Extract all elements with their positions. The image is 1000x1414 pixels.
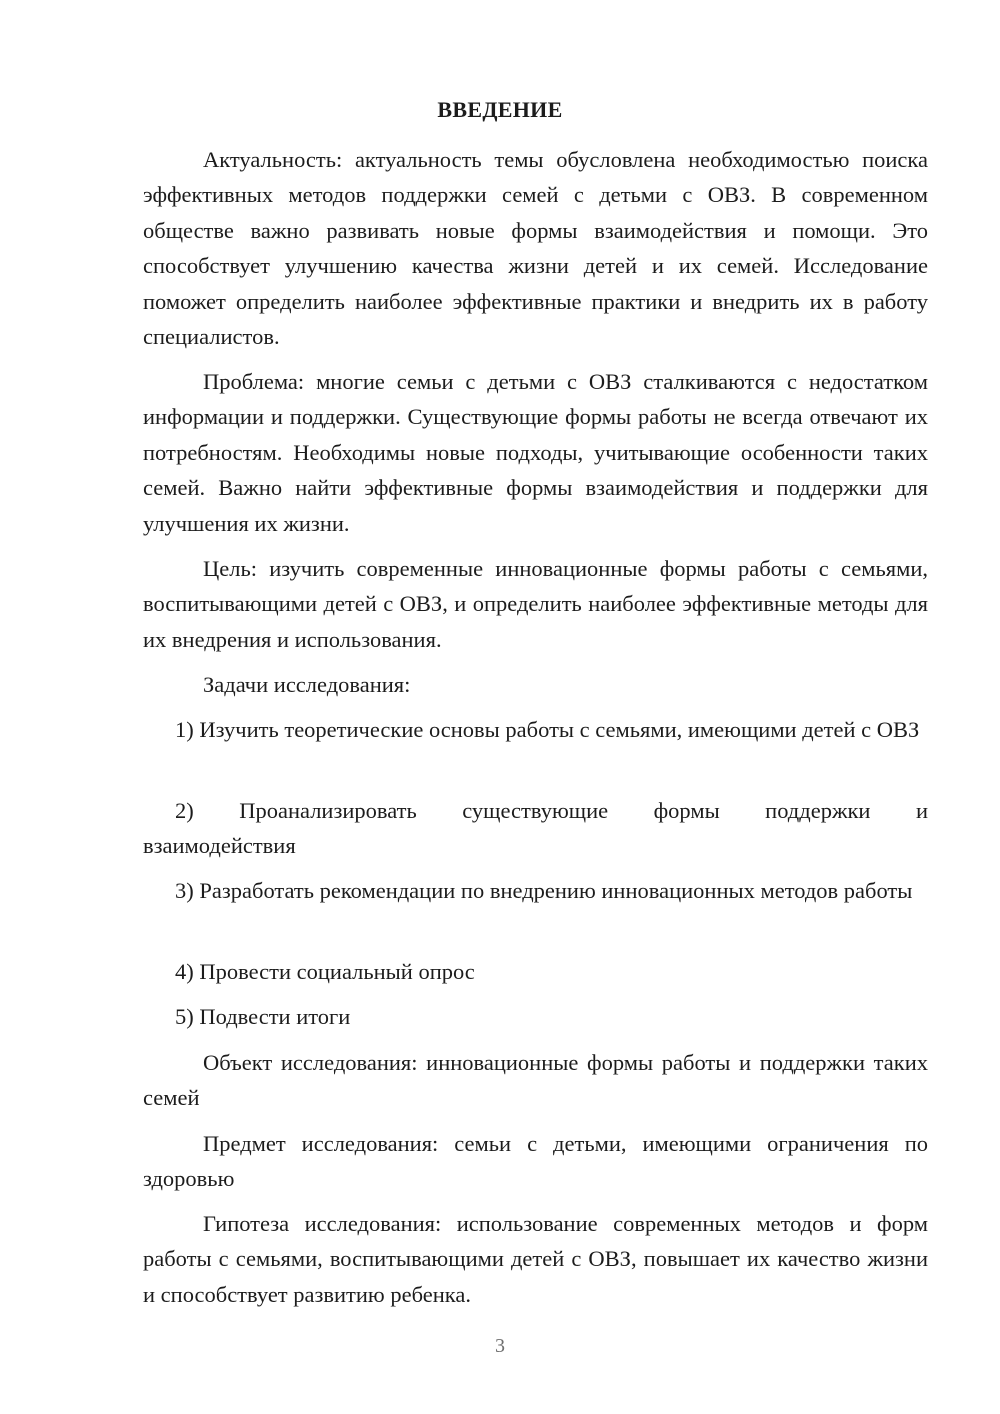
task-item xyxy=(143,793,928,864)
page-title: ВВЕДЕНИЕ xyxy=(437,97,563,122)
tasks-heading: Задачи исследования: xyxy=(203,672,411,697)
paragraph-subject: Предмет исследования: семьи с детьми, имеющими ограничения по здоровью xyxy=(143,1131,928,1192)
task-item: 1) Изучить теоретические основы работы с семьями, имеющими детей с ОВЗ xyxy=(175,717,920,742)
task-item-line: 2) Проанализировать существующие формы поддержки и xyxy=(175,798,928,823)
paragraph-relevance: Актуальность: актуальность темы обусловлена необходимостью поиска эффективных методов поддержки семей с детьми с ОВЗ. В современном обществе важно развивать новые формы взаимодействия и помощи. Это способствует улучшению качества жизни детей и их семей. Исследование поможет определить наиболее эффективные практики и внедрить их в работу специалистов. xyxy=(143,147,928,350)
paragraph-hypothesis: Гипотеза исследования: использование современных методов и форм работы с семьями, воспитывающими детей с ОВЗ, повышает их качество жизни и способствует развитию ребенка. xyxy=(143,1211,928,1307)
page-number: 3 xyxy=(495,1335,505,1357)
paragraph-object: Объект исследования: инновационные формы работы и поддержки таких семей xyxy=(143,1050,928,1111)
task-item: 5) Подвести итоги xyxy=(175,1004,351,1029)
task-item: 4) Провести социальный опрос xyxy=(175,959,475,984)
task-item: 3) Разработать рекомендации по внедрению инновационных методов работы xyxy=(175,878,913,903)
paragraph-problem: Проблема: многие семьи с детьми с ОВЗ сталкиваются с недостатком информации и поддержки. Существующие формы работы не всегда отвечают их потребностям. Необходимы новые подходы, учитывающие особенности таких семей. Важно найти эффективные формы взаимодействия и поддержки для улучшения их жизни. xyxy=(143,369,928,536)
task-item-line: взаимодействия xyxy=(143,833,296,859)
paragraph-goal: Цель: изучить современные инновационные формы работы с семьями, воспитывающими детей с ОВЗ, и определить наиболее эффективные методы для их внедрения и использования. xyxy=(143,556,928,652)
